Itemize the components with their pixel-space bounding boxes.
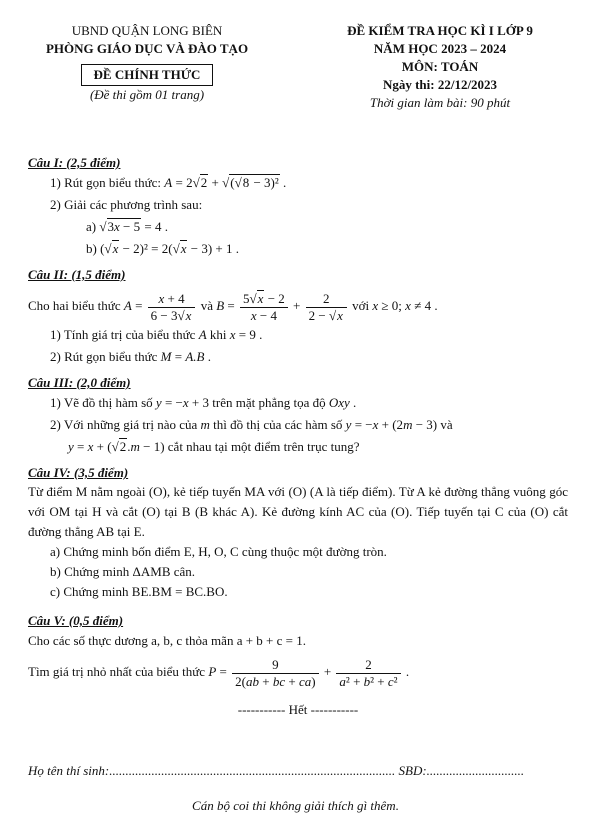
section-5-title: Câu V: (0,5 điểm) <box>28 613 124 628</box>
section-4-qb: b) Chứng minh ΔAMB cân. <box>50 564 196 579</box>
department-name: PHÒNG GIÁO DỤC VÀ ĐÀO TẠO <box>45 41 249 56</box>
end-marker: ----------- Hết ----------- <box>237 702 359 717</box>
section-4-title: Câu IV: (3,5 điểm) <box>28 465 129 480</box>
header-left <box>22 22 272 104</box>
exam-duration: Thời gian làm bài: 90 phút <box>369 95 511 110</box>
candidate-sbd-label: SBD: <box>398 763 427 778</box>
section-1-q1: 1) Rút gọn biểu thức: A = 2√2 + √(√8 − 3)² . <box>50 175 287 190</box>
section-3-q2: 2) Với những giá trị nào của m thì đồ thị của các hàm số y = −x + (2m − 3) và <box>50 417 453 432</box>
section-4-qa: a) Chứng minh bốn điểm E, H, O, C cùng thuộc một đường tròn. <box>50 544 387 559</box>
section-1-title: Câu I: (2,5 điểm) <box>28 155 121 170</box>
section-4-qc: c) Chứng minh BE.BM = BC.BO. <box>50 584 228 599</box>
section-1-q2: 2) Giải các phương trình sau: <box>50 197 203 212</box>
section-1-q2a: a) √3x − 5 = 4 . <box>86 219 168 234</box>
section-3-q1: 1) Vẽ đồ thị hàm số y = −x + 3 trên mặt phẳng tọa độ Oxy . <box>50 395 357 410</box>
section-5-intro: Cho các số thực dương a, b, c thỏa mãn a + b + c = 1. <box>28 633 306 648</box>
district-name: UBND QUẬN LONG BIÊN <box>71 23 223 38</box>
exam-date: Ngày thi: 22/12/2023 <box>382 77 498 92</box>
official-exam-box: ĐỀ CHÍNH THỨC <box>81 64 214 86</box>
section-2-q1: 1) Tính giá trị của biểu thức A khi x = 9 . <box>50 327 263 342</box>
section-2-title: Câu II: (1,5 điểm) <box>28 267 126 282</box>
section-3-title: Câu III: (2,0 điểm) <box>28 375 131 390</box>
subject: MÔN: TOÁN <box>401 59 479 74</box>
candidate-name-label: Họ tên thí sinh: <box>28 763 110 778</box>
section-2-intro: Cho hai biểu thức A = $\frac{x + 4}{6 - 3√x}$ và B = $\frac{5√x - 2}{x - 4}$ + $\frac{2}{2 - √x}$ với x ≥ 0; x ≠ 4 . <box>28 290 438 323</box>
section-5-find: Tìm giá trị nhỏ nhất của biểu thức P = $\frac{9}{2(ab + bc + ca)}$ + $\frac{2}{\text{a² + b² + c²}}$ . <box>28 656 410 689</box>
exam-content <box>28 148 568 718</box>
section-3-q2-cont: y = x + (√2.m − 1) cắt nhau tại một điểm trên trục tung? <box>68 439 360 454</box>
section-2-q2: 2) Rút gọn biểu thức M = A.B . <box>50 349 211 364</box>
exam-title: ĐỀ KIỂM TRA HỌC KÌ I LỚP 9 <box>347 23 533 38</box>
section-4-paragraph: Từ điểm M nằm ngoài (O), kẻ tiếp tuyến MA với (O) (A là tiếp điểm). Từ A kẻ đường thẳng vuông góc với OM tại H và cắt (O) tại B (B khác A). Kẻ đường kính AC của (O). Tiếp tuyến tại C của (O) cắt đường thẳng AB tại E. <box>28 484 568 539</box>
pages-note: (Đề thi gồm 01 trang) <box>89 87 205 102</box>
proctor-note: Cán bộ coi thi không giải thích gì thêm. <box>192 798 399 813</box>
header-right <box>300 22 580 112</box>
candidate-info-line: Họ tên thí sinh:........................................................................................ SBD:.............................. <box>28 763 525 778</box>
school-year: NĂM HỌC 2023 – 2024 <box>373 41 507 56</box>
section-1-q2b: b) (√x − 2)² = 2(√x − 3) + 1 . <box>86 241 239 256</box>
